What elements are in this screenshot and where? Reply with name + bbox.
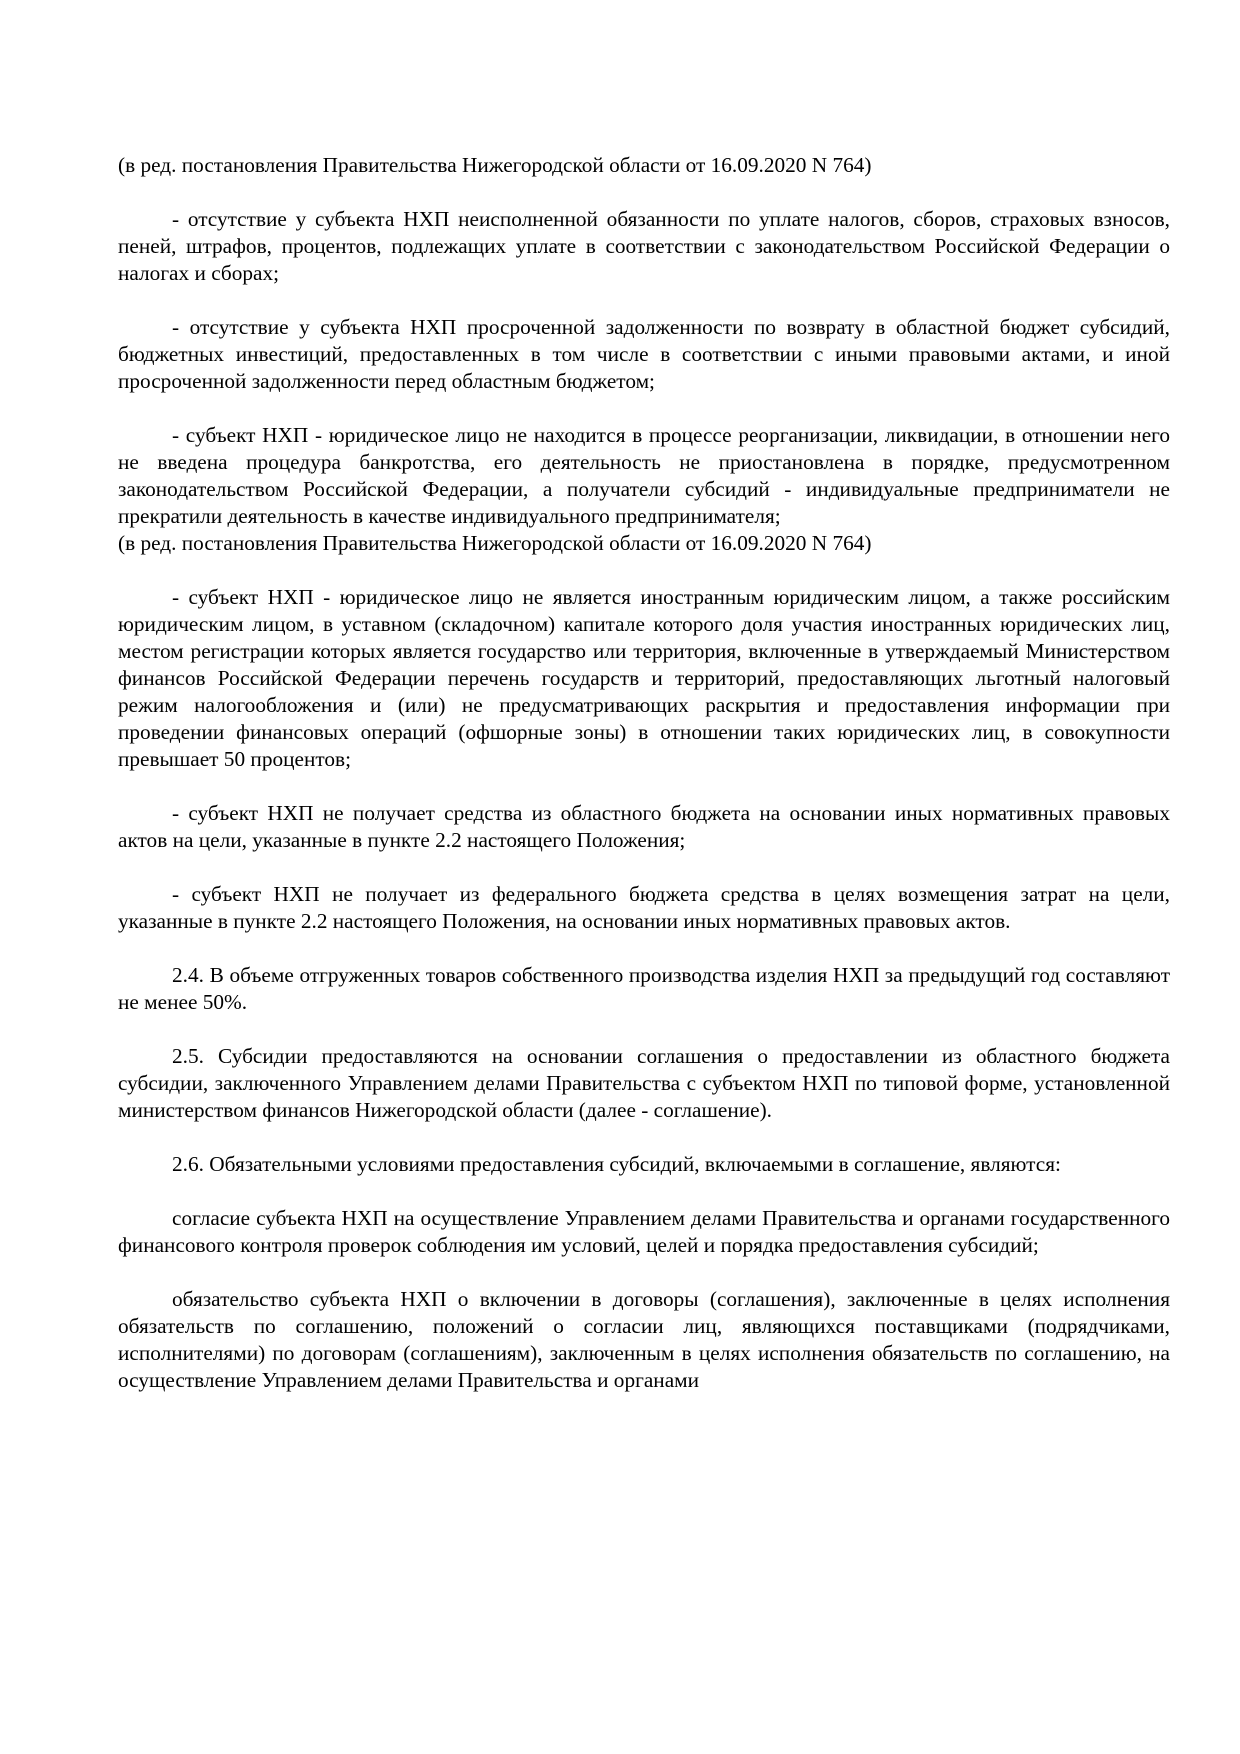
condition-consent-to-audits: согласие субъекта НХП на осуществление Управлением делами Правительства и органами государственного финансового контроля проверок соблюдения им условий, целей и порядка предоставления субсидий; — [118, 1206, 1170, 1257]
condition-contract-provisions: обязательство субъекта НХП о включении в договоры (соглашения), заключенные в целях исполнения обязательств по соглашению, положений о согласии лиц, являющихся поставщиками (подрядчиками, исполнителями) по договорам (соглашениям), заключенным в целях исполнения обязательств по соглашению, на осуществление Управлением делами Правительства и органами — [118, 1287, 1170, 1392]
requirement-no-regional-funds: - субъект НХП не получает средства из областного бюджета на основании иных нормативных правовых актов на цели, указанные в пункте 2.2 настоящего Положения; — [118, 801, 1170, 852]
requirement-no-tax-debt: - отсутствие у субъекта НХП неисполненной обязанности по уплате налогов, сборов, страховых взносов, пеней, штрафов, процентов, подлежащих уплате в соответствии с законодательством Российской Федерации о налогах и сборах; — [118, 207, 1170, 285]
document-page — [118, 152, 1170, 1421]
amendment-note: (в ред. постановления Правительства Нижегородской области от 16.09.2020 N 764) — [118, 531, 872, 555]
clause-2-6: 2.6. Обязательными условиями предоставления субсидий, включаемыми в соглашение, являются: — [172, 1152, 1061, 1176]
clause-2-4: 2.4. В объеме отгруженных товаров собственного производства изделия НХП за предыдущий год составляют не менее 50%. — [118, 963, 1170, 1014]
requirement-not-foreign-entity: - субъект НХП - юридическое лицо не является иностранным юридическим лицом, а также российским юридическим лицом, в уставном (складочном) капитале которого доля участия иностранных юридических лиц, местом регистрации которых является государство или территория, включенные в утверждаемый Министерством финансов Российской Федерации перечень государств и территорий, предоставляющих льготный налоговый режим налогообложения и (или) не предусматривающих раскрытия и предоставления информации при проведении финансовых операций (офшорные зоны) в отношении таких юридических лиц, в совокупности превышает 50 процентов; — [118, 585, 1170, 771]
clause-2-5: 2.5. Субсидии предоставляются на основании соглашения о предоставлении из областного бюджета субсидии, заключенного Управлением делами Правительства с субъектом НХП по типовой форме, установленной министерством финансов Нижегородской области (далее - соглашение). — [118, 1044, 1170, 1122]
requirement-no-reorganization: - субъект НХП - юридическое лицо не находится в процессе реорганизации, ликвидации, в отношении него не введена процедура банкротства, его деятельность не приостановлена в порядке, предусмотренном законодательством Российской Федерации, а получатели субсидий - индивидуальные предприниматели не прекратили деятельность в качестве индивидуального предпринимателя; — [118, 423, 1170, 528]
amendment-note: (в ред. постановления Правительства Нижегородской области от 16.09.2020 N 764) — [118, 153, 872, 177]
requirement-no-federal-funds: - субъект НХП не получает из федерального бюджета средства в целях возмещения затрат на цели, указанные в пункте 2.2 настоящего Положения, на основании иных нормативных правовых актов. — [118, 882, 1170, 933]
requirement-no-overdue-debt: - отсутствие у субъекта НХП просроченной задолженности по возврату в областной бюджет субсидий, бюджетных инвестиций, предоставленных в том числе в соответствии с иными правовыми актами, и иной просроченной задолженности перед областным бюджетом; — [118, 315, 1170, 393]
